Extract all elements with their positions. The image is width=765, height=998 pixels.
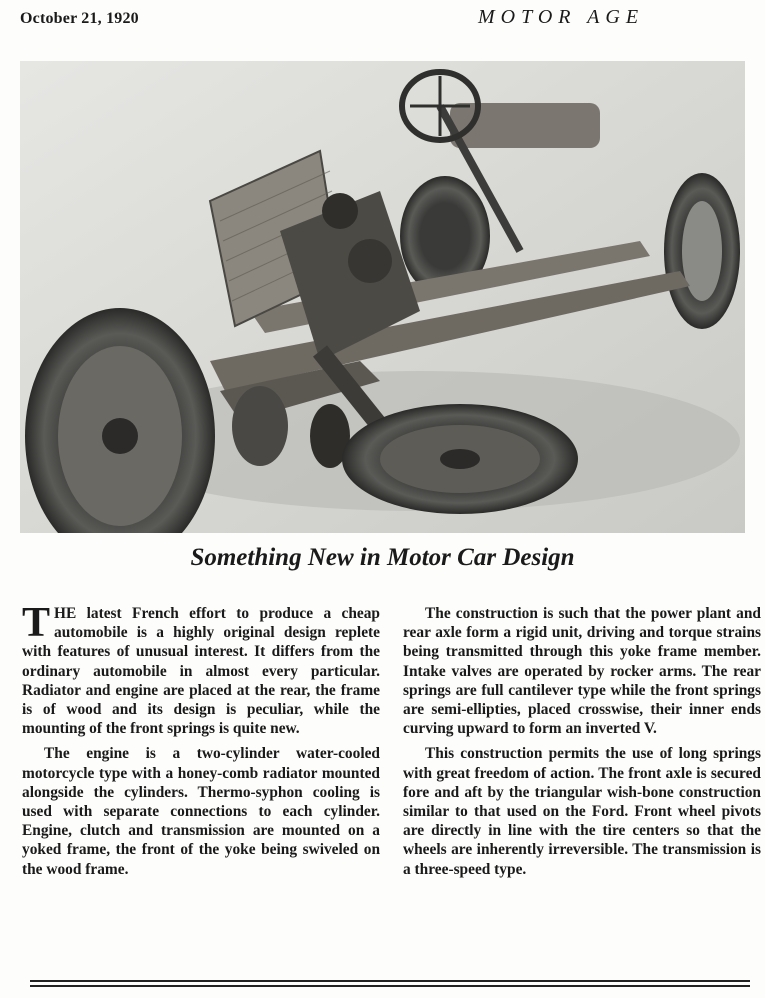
paragraph-text: HE latest French effort to produce a cheap automobile is a highly original design replete with features of unusual interest. It differs from the ordinary automobile in almost every particular. Radiator and engine are placed at the rear, the frame is of wood and its design is peculiar, while the mounting of the front springs is quite new. bbox=[22, 605, 380, 738]
right-column bbox=[403, 604, 761, 885]
drop-cap: T bbox=[22, 600, 51, 646]
journal-name: MOTOR AGE bbox=[478, 6, 645, 28]
article-title: Something New in Motor Car Design bbox=[190, 544, 575, 571]
paragraph: The construction is such that the power plant and rear axle form a rigid unit, driving and torque strains being transmitted through this yoke frame member. Intake valves are operated by rocker arms. The rear springs are full cantilever type while the front springs are semi-ellipties, placed crosswise, their inner ends curving upward to form an inverted V. bbox=[403, 605, 761, 738]
paragraph bbox=[22, 600, 380, 738]
issue-date: October 21, 1920 bbox=[20, 10, 139, 27]
paragraph: This construction permits the use of long springs with great freedom of action. The front axle is secured fore and aft by the triangular wish-bone construction similar to that used on the Ford. Front wheel pivots are directly in line with the tire centers so that the wheels are inherently irreversible. The transmission is a three-speed type. bbox=[403, 745, 761, 878]
car-chassis-photo-icon bbox=[20, 61, 745, 533]
bottom-rule bbox=[30, 980, 750, 982]
paragraph: The engine is a two-cylinder water-cooled motorcycle type with a honey-comb radiator mounted alongside the cylinders. Thermo-syphon cooling is used with separate connections to each cylinder. Engine, clutch and transmission are mounted on a yoked frame, the front of the yoke being swiveled on the wood frame. bbox=[22, 745, 380, 878]
car-chassis-photo bbox=[20, 61, 745, 533]
bottom-rule bbox=[30, 985, 750, 987]
left-column bbox=[22, 600, 380, 885]
